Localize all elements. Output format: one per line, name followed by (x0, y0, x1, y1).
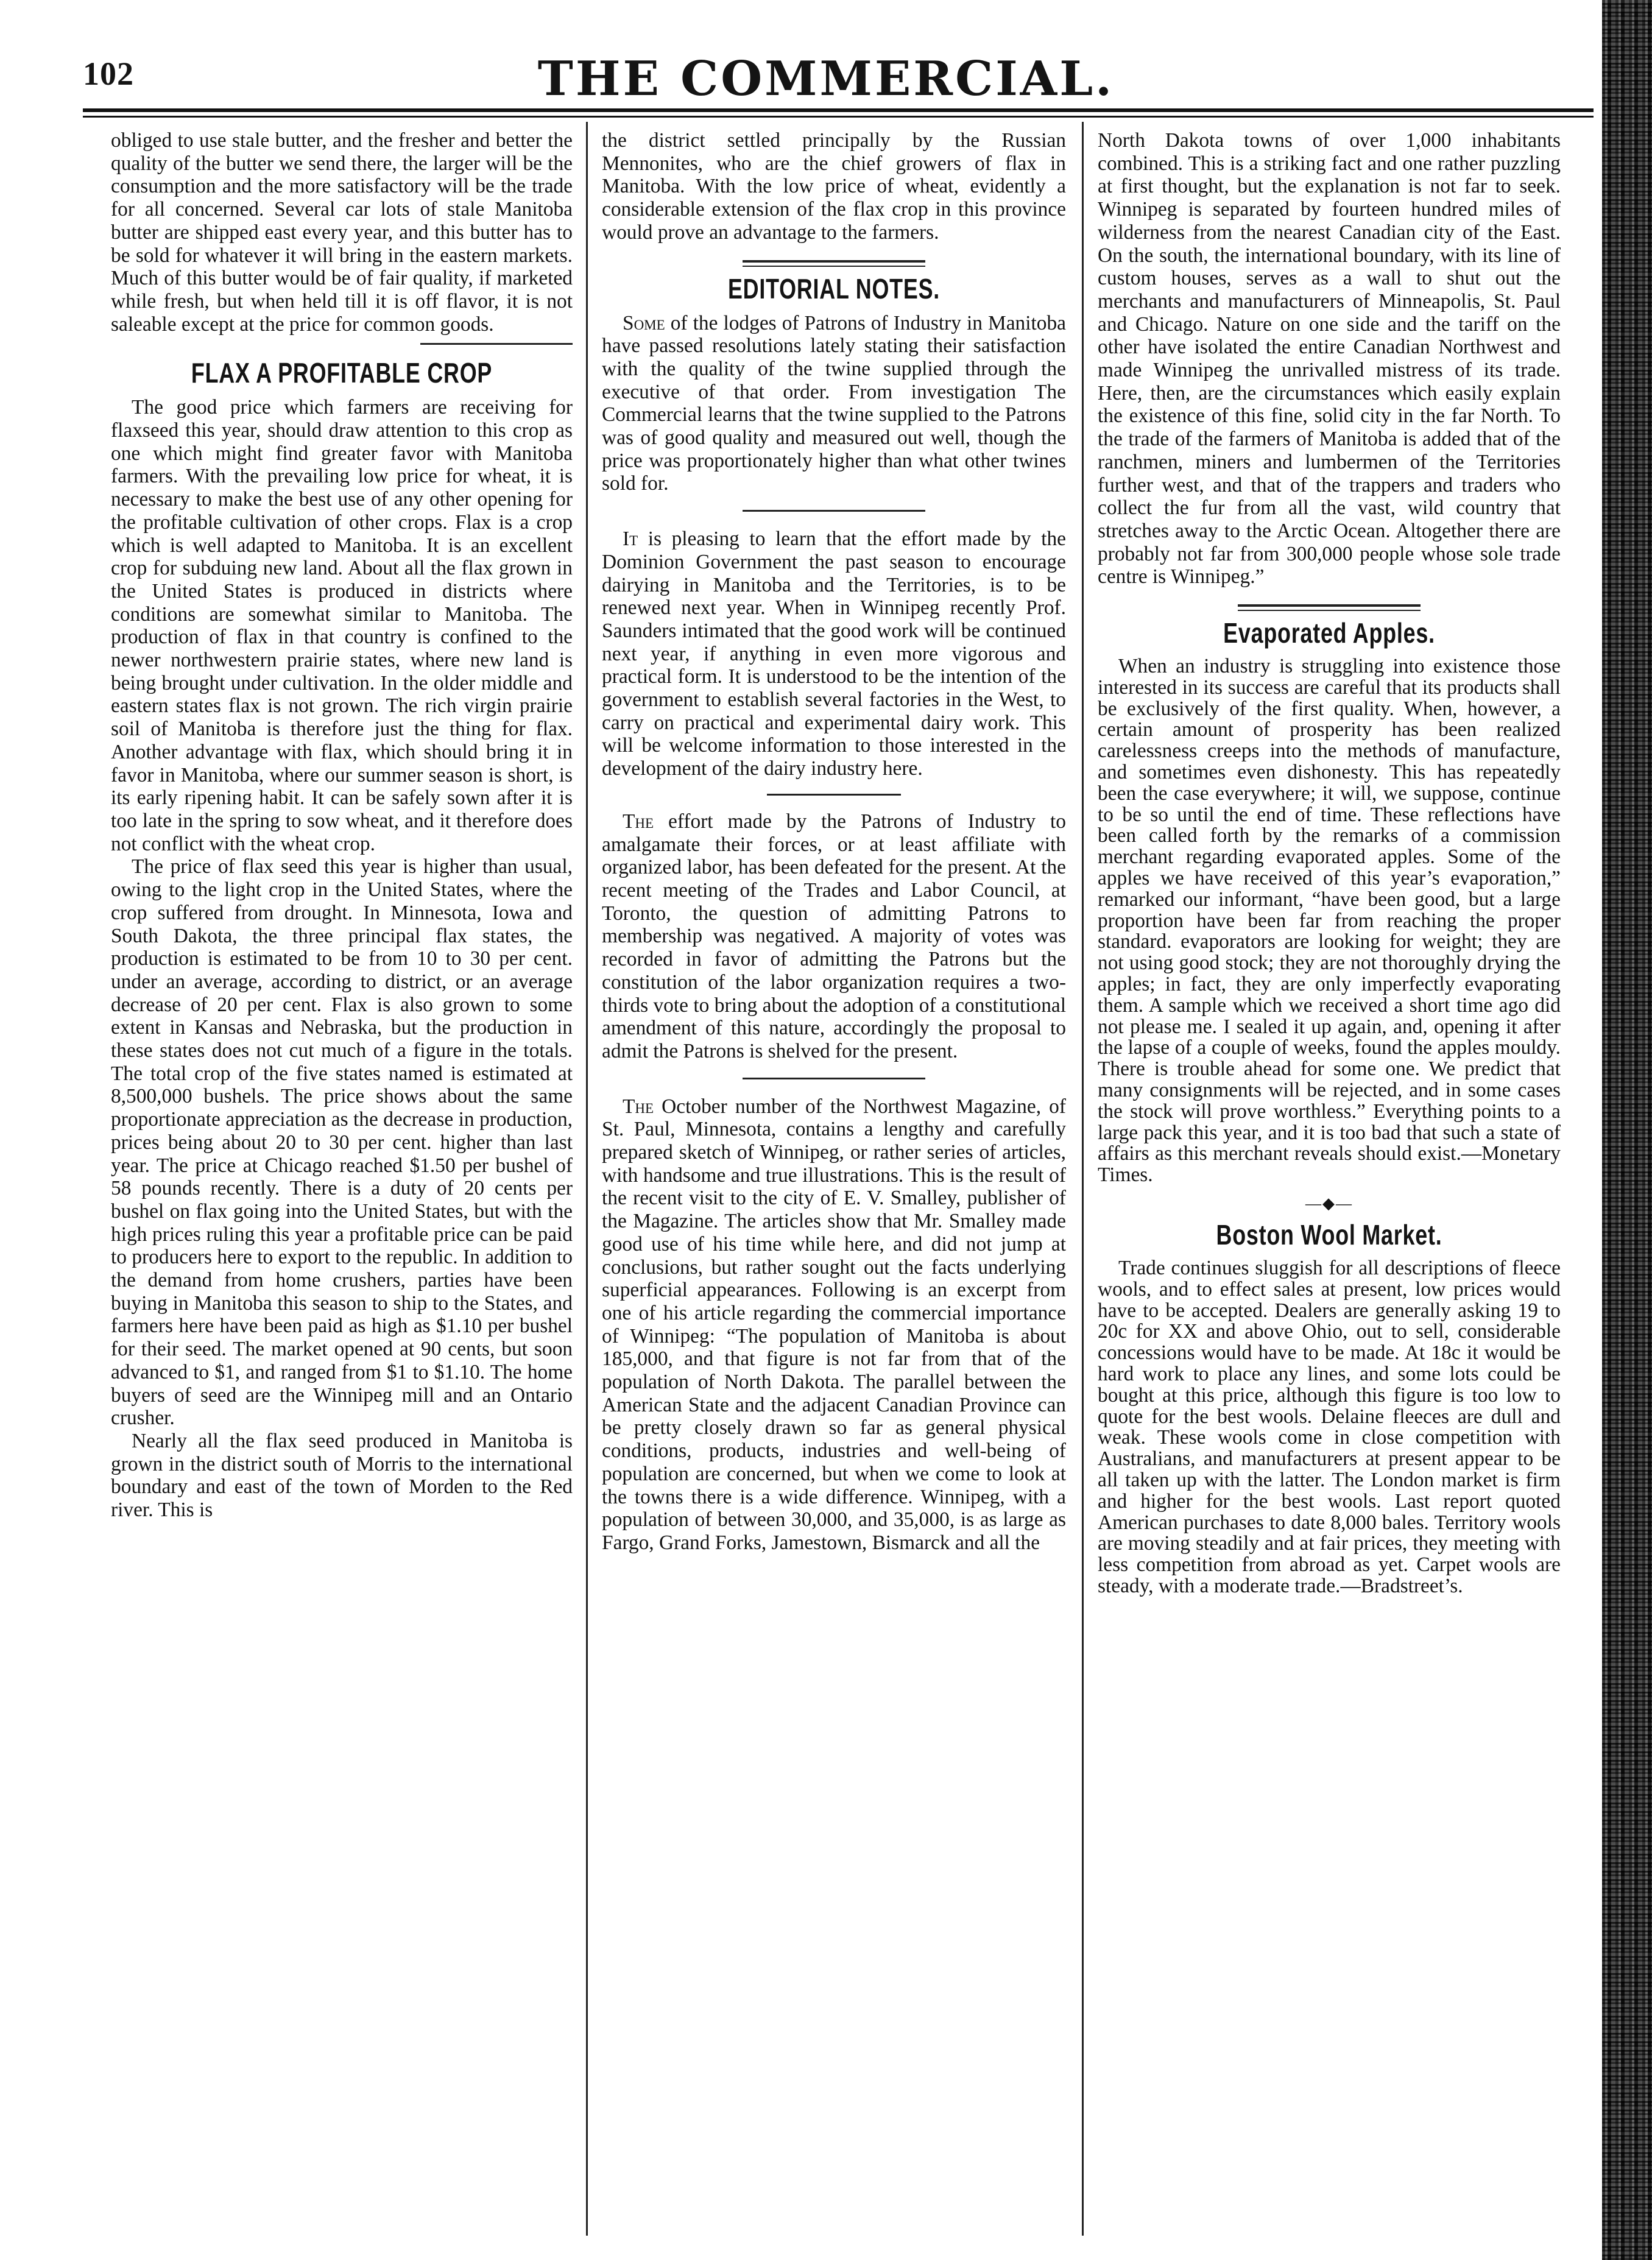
masthead-rule-thick (83, 108, 1594, 112)
note-body: of the lodges of Patrons of Industry in Manitoba have passed resolutions lately stating their satisfaction with the quality of the twine supplied through the executive of that order. From investigation The Commercial learns that the twine supplied to the Patrons was of good quality and measured out well, though the price was proportionately higher than what other twines sold for. (602, 311, 1066, 495)
ornamental-divider: —◆— (1305, 1194, 1353, 1212)
note-body: October number of the Northwest Magazine, of St. Paul, Minnesota, contains a lengthy and carefully prepared sketch of Winnipeg, or rather series of articles, with handsome and true illustrations. This is the result of the recent visit to the city of E. V. Smalley, publisher of the Magazine. The articles show that Mr. Smalley made good use of his time while here, and did not jump at conclusions, but rather sought out the facts underlying superficial appearances. Following is an excerpt from one of his article regarding the commercial importance of Winnipeg: “The population of Manitoba is about 185,000, and that figure is not far from that of the population of North Dakota. The parallel between the American State and the adjacent Canadian Province can be pretty closely drawn so far as general physical conditions, products, industries and well-being of population are concerned, but when we come to look at the towns there is a wide difference. Winnipeg, with a population of between 30,000, and 35,000, is as large as Fargo, Grand Forks, Jamestown, Bismarck and all the (602, 1095, 1066, 1554)
note-lead: It (623, 528, 638, 551)
masthead-rule-thin (83, 116, 1594, 118)
heading-double-rule (1098, 604, 1561, 611)
note-separator (767, 794, 901, 796)
flax-continued-paragraph: the district settled principally by the Russian Mennonites, who are the chief growers of flax in Manitoba. With the low price of wheat, evidently a considerable extension of the flax crop in this province would prove an advantage to the farmers. (602, 129, 1066, 244)
wool-paragraph: Trade continues sluggish for all descriptions of fleece wools, and to effect sales at present, low prices would have to be accepted. Dealers are generally asking 19 to 20c for XX and above Ohio, out to sell, considerable concessions would have to be made. At 18c it would be hard work to place any lines, and some lots could be bought at this price, although this figure is too low to quote for the best wools. Delaine fleeces are dull and weak. These wools come in close competition with Australians, and manufacturers at present appear to be all taken up with the latter. The London market is firm and higher for the best wools. Last report quoted American purchases to date 8,000 bales. Territory wools are moving steadily and at fair prices, they meeting with less competition from abroad as yet. Carpet wools are steady, with a moderate trade.—Bradstreet’s. (1098, 1256, 1561, 1597)
heading-double-rule (602, 260, 1066, 267)
column-1 (111, 129, 573, 1522)
note-lead: Some (623, 311, 665, 334)
flax-paragraph-3: Nearly all the flax seed produced in Manitoba is grown in the district south of Morris to the international boundary and east of the town of Morden to the Red river. This is (111, 1429, 573, 1522)
masthead: THE COMMERCIAL. (537, 51, 1115, 107)
note-lead: The (623, 810, 654, 833)
note-body: effort made by the Patrons of Industry to amalgamate their forces, or at least affiliate with organized labor, has been defeated for the present. At the recent meeting of the Trades and Labor Council, at Toronto, the question of admitting Patrons to membership was negatived. A majority of votes was recorded in favor of admitting the Patrons but the constitution of the labor organization requires a two-thirds vote to bring about the adoption of a constitutional amendment of this nature, accordingly the proposal to admit the Patrons is shelved for the present. (602, 810, 1066, 1062)
note-separator (743, 1078, 925, 1079)
note-separator (743, 510, 925, 512)
flax-paragraph-2: The price of flax seed this year is higher than usual, owing to the light crop in the United States, where the crop suffered from drought. In Minnesota, Iowa and South Dakota, the three principal flax states, the production is estimated to be from 10 to 30 per cent. under an average, according to district, or an average decrease of 20 per cent. Flax is also grown to some extent in Kansas and Nebraska, but the production in these states does not cut much of a figure in the totals. The total crop of the five states named is estimated at 8,500,000 bushels. The price shows about the same proportionate appreciation as the decrease in production, prices being about 20 to 30 per cent. higher than last year. The price at Chicago reached $1.50 per bushel of 58 pounds recently. There is a duty of 20 cents per bushel on flax going into the United States, but with the high prices ruling this year a profitable price can be paid to producers here to export to the republic. In addition to the demand from home crushers, parties have been buying in Manitoba this season to ship to the States, and farmers here have been paid as high as $1.10 per bushel for their seed. The market opened at 90 cents, but soon advanced to $1, and ranged from $1 to $1.10. The home buyers of seed are the Winnipeg mill and an Ontario crusher. (111, 855, 573, 1430)
column-divider-1 (586, 122, 588, 2236)
page-number: 102 (83, 55, 134, 92)
column-2 (602, 129, 1066, 1555)
flax-paragraph-1: The good price which farmers are receiving for flaxseed this year, should draw attention to this crop as one which might find greater favor with Manitoba farmers. With the prevailing low price for wheat, it is necessary to make the best use of any other opening for the profitable cultivation of other crops. Flax is a crop which is well adapted to Manitoba. It is an excellent crop for subduing new land. About all the flax grown in the United States is produced in districts where conditions are somewhat similar to Manitoba. The production of flax in that country is confined to the newer northwestern prairie states, where new land is being brought under cultivation. In the older middle and eastern states flax is not grown. The rich virgin prairie soil of Manitoba is therefore just the thing for flax. Another advantage with flax, which should bring it in favor in Manitoba, where our summer season is short, is its early ripening habit. It can be safely sown after it is too late in the spring to sow wheat, and it therefore does not conflict with the wheat crop. (111, 396, 573, 855)
editorial-note-4 (602, 1095, 1066, 1555)
editorial-note-1 (602, 312, 1066, 496)
flax-heading: FLAX A PROFITABLE CROP (191, 357, 493, 389)
column-3 (1098, 129, 1561, 1597)
editorial-note-2 (602, 528, 1066, 780)
note-lead: The (623, 1095, 654, 1118)
column-divider-2 (1082, 122, 1084, 2236)
winnipeg-quote-paragraph: North Dakota towns of over 1,000 inhabitants combined. This is a striking fact and one rather puzzling at first thought, but the explanation is not far to seek. Winnipeg is separated by fourteen hundred miles of wilderness from the nearest Canadian city of the East. On the south, the international boundary, with its line of custom houses, serves as a wall to shut out the merchants and manufacturers of Minneapolis, St. Paul and Chicago. Nature on one side and the tariff on the other have isolated the entire Canadian Northwest and made Winnipeg the unrivalled mistress of its trade. Here, then, are the circumstances which easily explain the existence of this fine, solid city in the far North. To the trade of the farmers of Manitoba is added that of the ranchmen, miners and lumbermen of the Territories further west, and that of the trappers and traders who collect the fur from all the vast, wild country that stretches away to the Arctic Ocean. Altogether there are probably not far from 300,000 people whose sole trade centre is Winnipeg.” (1098, 129, 1561, 588)
editorial-note-3 (602, 810, 1066, 1063)
section-rule (420, 343, 573, 345)
butter-paragraph: obliged to use stale butter, and the fresher and better the quality of the butter we send there, the larger will be the consumption and the more satisfactory will be the trade for all concerned. Several car lots of stale Manitoba butter are shipped east every year, and this butter has to be sold for whatever it will bring in the eastern markets. Much of this butter would be of fair quality, if marketed while fresh, but when held till it is off flavor, it is not saleable except at the price for common goods. (111, 129, 573, 336)
evaporated-apples-heading: Evaporated Apples. (1223, 617, 1435, 649)
boston-wool-heading: Boston Wool Market. (1216, 1218, 1442, 1251)
editorial-notes-heading: EDITORIAL NOTES. (727, 272, 941, 305)
apples-paragraph: When an industry is struggling into existence those interested in its success are careful that its products shall be exclusively of the first quality. When, however, a certain amount of prosperity has been realized carelessness creeps into the methods of manufacture, and sometimes even dishonesty. This has repeatedly been the case everywhere; it will, we suppose, continue to be so until the end of time. These reflections have been called forth by the remarks of a commission merchant regarding evaporated apples. Some of the apples we have received of this year’s evaporation,” remarked our informant, “have been good, but a large proportion have been far from reaching the proper standard. evaporators are looking for weight; they are not using good stock; they are not thoroughly drying the apples; in fact, they are only imperfectly evaporating them. A sample which we received a short time ago did not please me. I sealed it up again, and, opening it after the lapse of a couple of weeks, found the apples mouldy. There is trouble ahead for some one. We predict that many consignments will be rejected, and in some cases the stock will prove worthless.” Everything points to a large pack this year, and it is too bad that such a state of affairs as this merchant reveals should exist.—Monetary Times. (1098, 655, 1561, 1187)
page-edge-scan-artifact (1602, 0, 1652, 2260)
note-body: is pleasing to learn that the effort made by the Dominion Government the past season to encourage dairying in Manitoba and the Territories, is to be renewed next year. When in Winnipeg recently Prof. Saunders intimated that the good work will be continued next year, if anything in even more vigorous and practical form. It is understood to be the intention of the government to establish several factories in the West, to carry on practical and experimental dairy work. This will be welcome information to those interested in the development of the dairy industry here. (602, 528, 1066, 780)
